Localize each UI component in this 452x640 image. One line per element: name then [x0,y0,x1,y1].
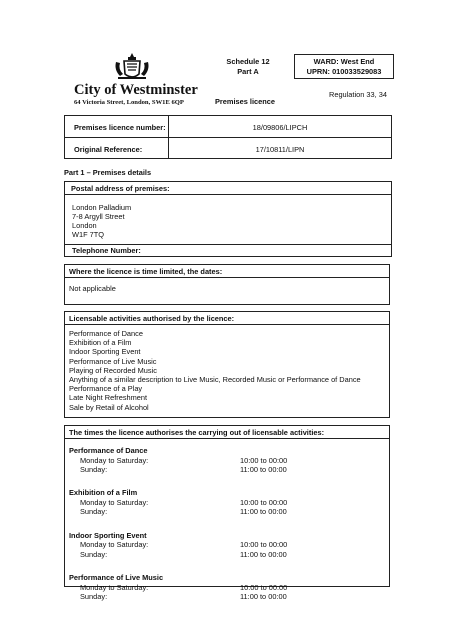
times-group-title: Performance of Live Music [69,573,164,583]
times-hours: 10:00 to 00:00 [240,455,288,465]
times-day: Monday to Saturday: [80,582,149,592]
schedule-label: Schedule 12 [226,57,270,66]
time-limited-heading: Where the licence is time limited, the dates: [69,267,223,276]
ward-label: WARD: West End [313,57,375,66]
times-day: Sunday: [80,591,108,601]
times-hours: 11:00 to 00:00 [240,464,287,474]
times-group-title: Indoor Sporting Event [69,530,147,540]
licence-number-value: 18/09806/LIPCH [252,123,308,132]
address-line: W1F 7TQ [72,230,105,239]
activity-item: Performance of a Play [69,384,143,394]
times-day: Sunday: [80,464,108,474]
times-day: Monday to Saturday: [80,497,149,507]
activity-item: Late Night Refreshment [69,393,148,403]
original-reference-label: Original Reference: [74,145,143,154]
times-heading: The times the licence authorises the carrying out of licensable activities: [69,428,325,437]
times-hours: 11:00 to 00:00 [240,507,287,517]
times-box [64,425,390,601]
part-label: Part A [237,67,259,76]
ward-box [294,54,394,79]
activity-item: Indoor Sporting Event [69,347,141,357]
telephone-label: Telephone Number: [72,246,141,255]
council-address: 64 Victoria Street, London, SW1E 6QP [74,99,184,106]
part1-title: Part 1 – Premises details [64,168,152,177]
activities-heading: Licensable activities authorised by the licence: [69,314,235,323]
activity-item: Sale by Retail of Alcohol [69,402,149,412]
times-group-title: Performance of Dance [69,446,148,455]
council-name: City of Westminster [74,82,198,98]
address-box [64,181,392,257]
licence-number-label: Premises licence number: [74,123,166,132]
activity-item: Anything of a similar description to Live Music, Recorded Music or Performance of Dance [69,375,361,384]
time-limited-box [64,264,390,305]
times-hours: 11:00 to 00:00 [240,549,287,559]
activity-item: Performance of Dance [69,329,143,338]
time-limited-value: Not applicable [69,284,116,293]
activity-item: Exhibition of a Film [69,338,132,348]
council-crest-icon [112,52,152,82]
address-line: London [72,221,97,230]
times-group-title: Exhibition of a Film [69,488,138,498]
activity-item: Performance of Live Music [69,356,157,366]
address-line: London Palladium [72,203,132,212]
activities-box [64,311,390,418]
document-title: Premises licence [215,97,275,106]
activity-item: Playing of Recorded Music [69,365,157,375]
uprn-label: UPRN: 010033529083 [306,67,382,76]
times-day: Monday to Saturday: [80,540,149,550]
regulation-label: Regulation 33, 34 [329,90,387,99]
times-day: Sunday: [80,549,108,559]
times-hours: 10:00 to 00:00 [240,540,288,550]
address-heading: Postal address of premises: [71,184,170,193]
times-hours: 10:00 to 00:00 [240,582,288,592]
address-line: 7-8 Argyll Street [72,212,125,221]
times-day: Monday to Saturday: [80,455,149,465]
original-reference-value: 17/10811/LIPN [255,145,305,154]
reference-table [64,115,392,159]
times-day: Sunday: [80,507,108,517]
times-hours: 10:00 to 00:00 [240,497,288,507]
times-hours: 11:00 to 00:00 [240,591,287,601]
